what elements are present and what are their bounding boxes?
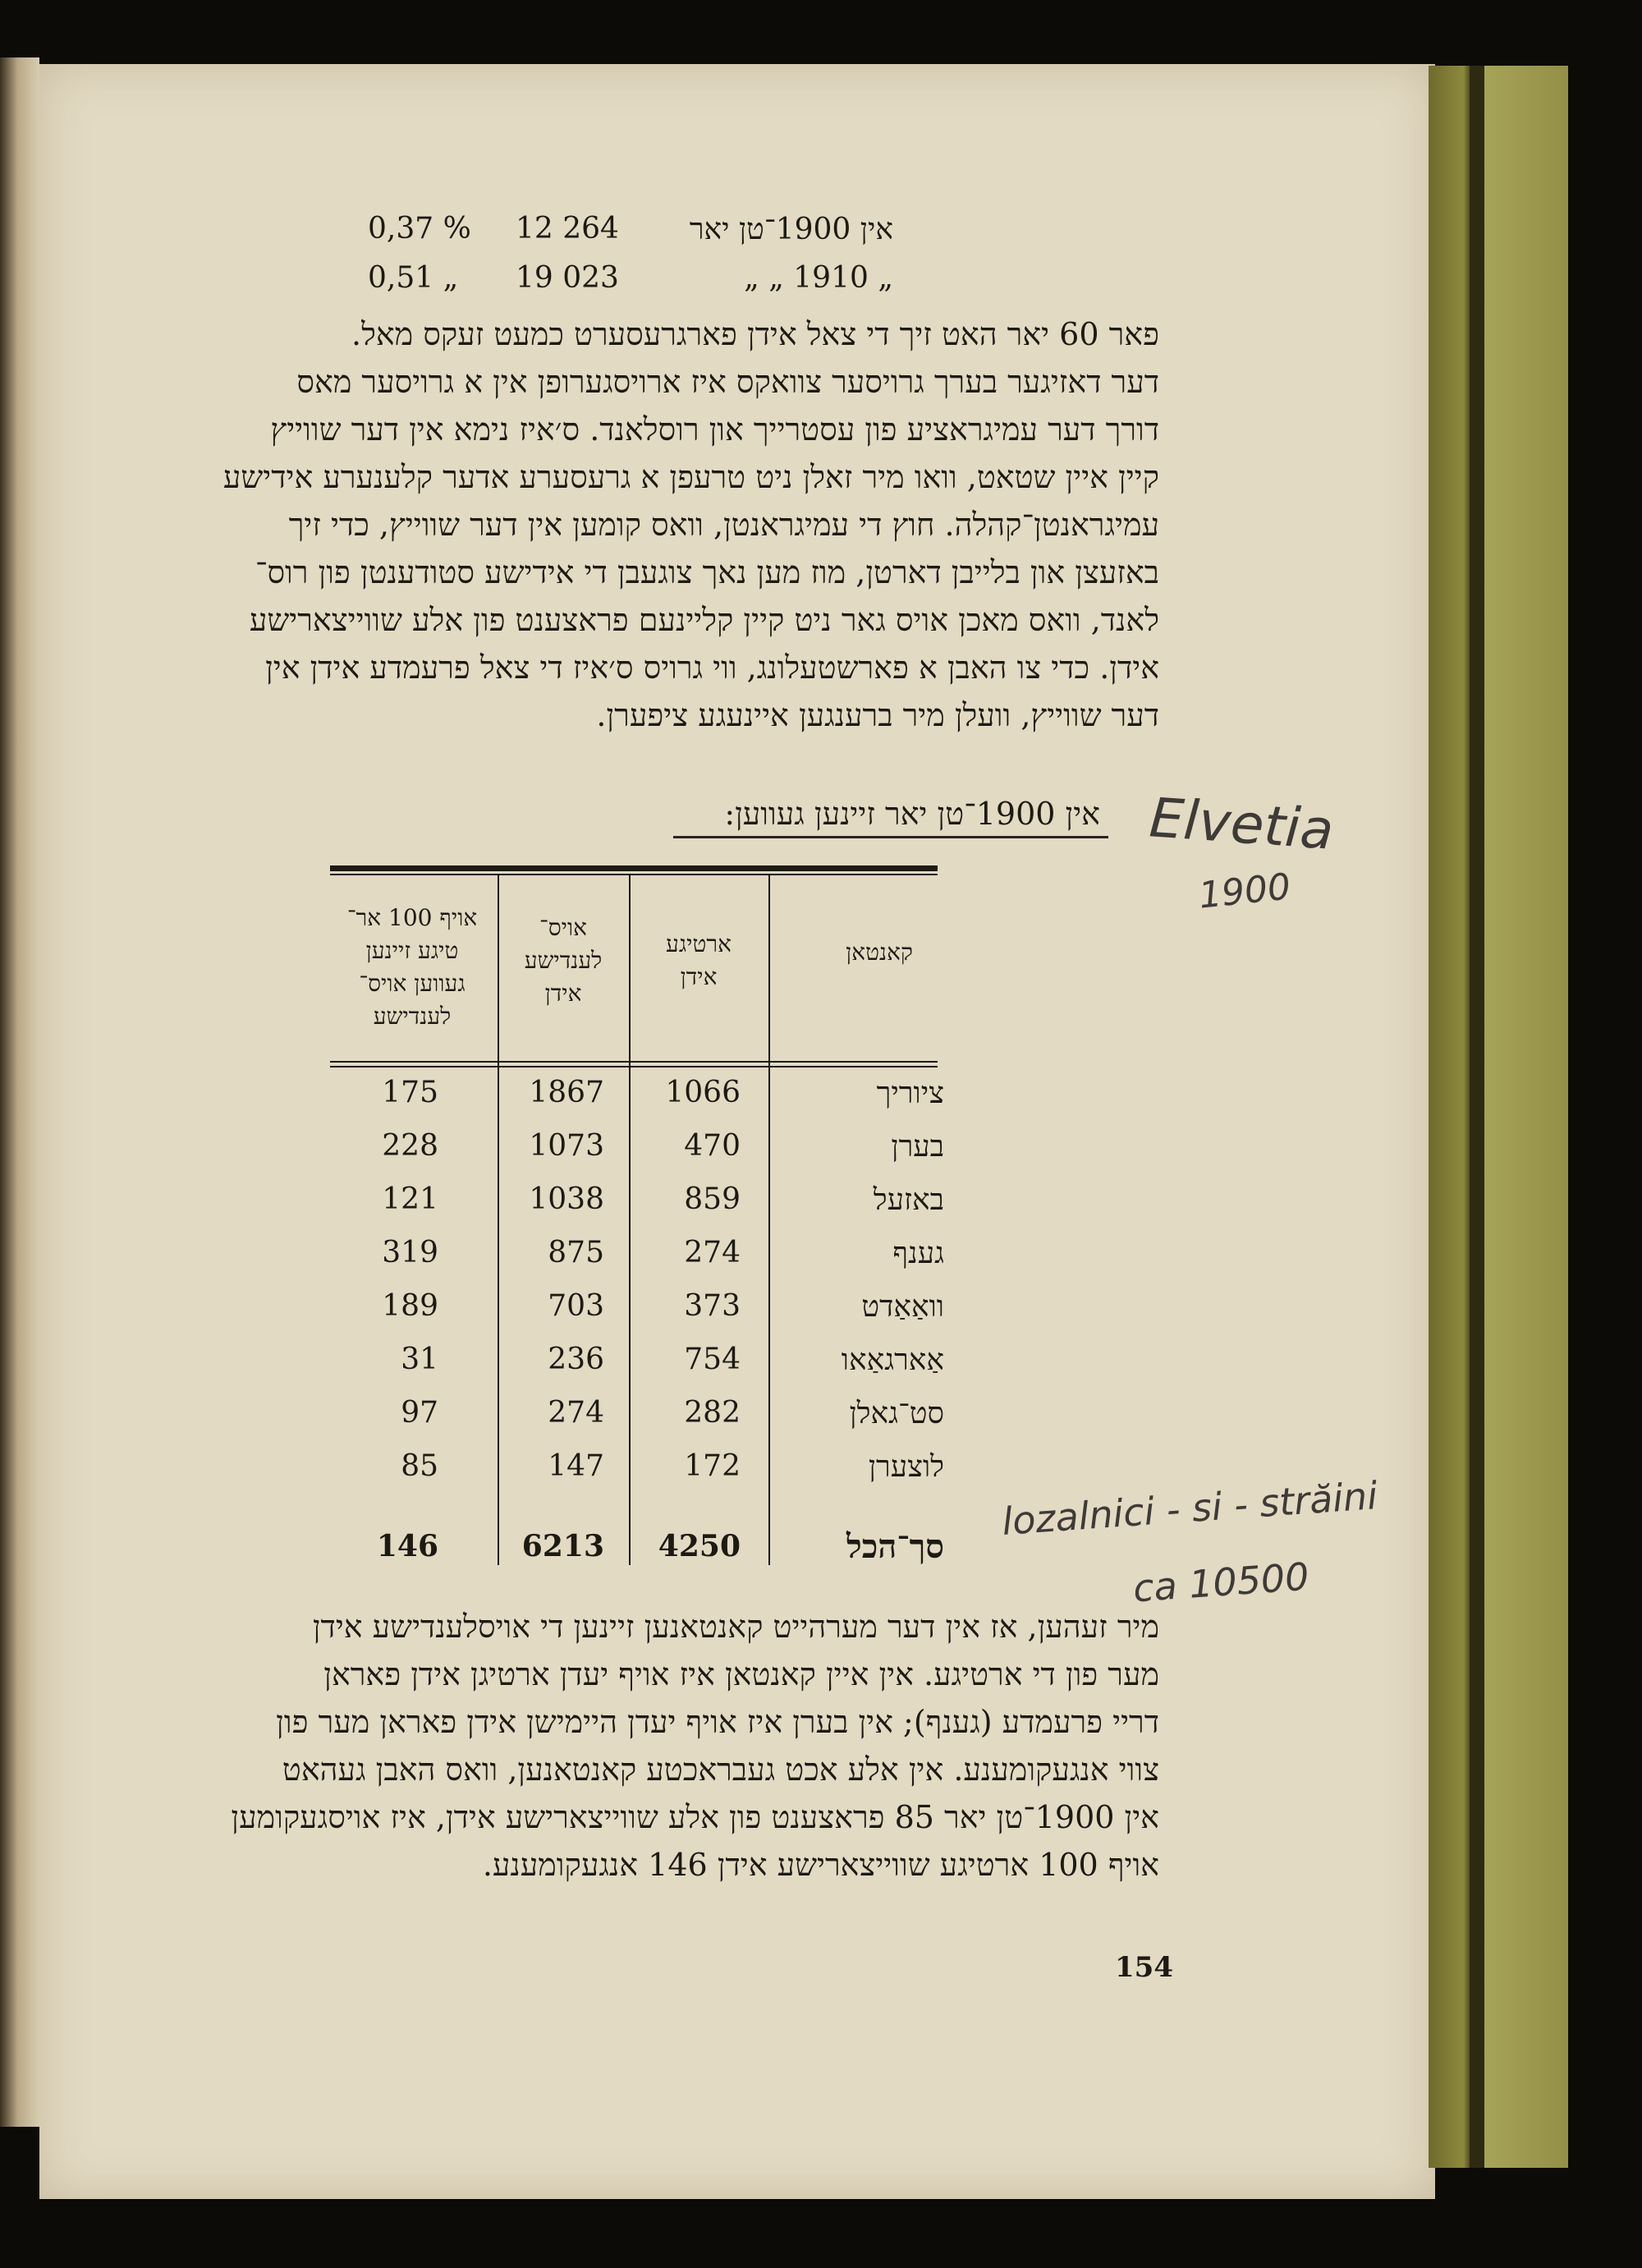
handnote-total-estimate: ca 10500	[1131, 1554, 1311, 1611]
cell-per100: 319	[382, 1236, 438, 1269]
header-per-100: אויף 100 אר־ טיגע זיינען געווען אויס־ לענדישע	[346, 904, 478, 1030]
stat-row-1910	[368, 261, 893, 302]
cell-native-total: 4250	[658, 1529, 741, 1563]
stat-value: 12 264	[516, 212, 619, 246]
cell-canton: ציוריך	[876, 1077, 944, 1110]
cell-native: 274	[684, 1236, 741, 1269]
cell-canton: סט־גאלן	[849, 1397, 944, 1430]
table-column-divider	[768, 875, 770, 1565]
table-intro: אין 1900־טן יאר זיינען געווען:	[724, 796, 1100, 832]
book-left-edge	[0, 57, 39, 2127]
text-line: עמיגראנטן־קהלה. חוץ די עמיגראנטן, וואס קומען אין דער שווייץ, כדי זיך	[288, 507, 1159, 543]
cell-native: 373	[684, 1289, 741, 1323]
cell-per100-total: 146	[376, 1529, 438, 1563]
cell-per100: 228	[382, 1129, 438, 1163]
cell-canton: לוצערן	[868, 1450, 944, 1484]
text-line: באזעצן און בלייבן דארטן, מוז מען נאך צוגעבן די אידישע סטודענטן פון רוס־	[255, 554, 1159, 590]
page-number: 154	[1115, 1951, 1173, 1984]
table-top-rule-thin	[330, 874, 938, 875]
cell-foreign: 875	[548, 1236, 604, 1269]
cell-foreign: 1867	[529, 1076, 604, 1109]
book-cover-edge	[1429, 66, 1568, 2168]
stat-row-1900	[368, 212, 893, 253]
cell-foreign: 703	[548, 1289, 604, 1323]
cell-canton: גענף	[892, 1237, 944, 1270]
cell-per100: 85	[401, 1449, 438, 1483]
text-line: דער שווייץ, וועלן מיר ברענגען איינעגע ציפערן.	[596, 697, 1159, 733]
header-canton: קאנטאן	[846, 939, 913, 966]
handnote-elvetia: Elvetia	[1147, 786, 1336, 862]
paragraph-2	[108, 1603, 1159, 1889]
header-native-jews: ארטיגע אידן	[666, 930, 732, 990]
text-line: צווי אנגעקומענע. אין אלע אכט געבראכטע קאנטאנען, וואס האבן געהאט	[282, 1752, 1159, 1788]
stat-label: אין 1900־טן יאר	[689, 213, 893, 246]
text-line: אויף 100 ארטיגע שווייצארישע אידן 146 אנגעקומענע.	[482, 1847, 1159, 1883]
paragraph-1	[108, 310, 1159, 739]
cell-native: 859	[684, 1182, 741, 1216]
cell-native: 1066	[665, 1076, 741, 1109]
text-line: דורך דער עמיגראציע פון עסטרייך און רוסלאנד. ס׳איז נימא אין דער שווייץ	[270, 411, 1159, 448]
cell-canton: וואַאַדט	[861, 1290, 944, 1324]
cell-foreign: 1073	[529, 1129, 604, 1163]
cell-native: 282	[684, 1396, 741, 1430]
stat-pct: 0,37 %	[368, 212, 471, 246]
text-line: דער דאזיגער בערך גרויסער צוואקס איז ארויסגערופן אין א גרויסער מאס	[296, 364, 1159, 400]
cell-per100: 31	[401, 1343, 438, 1376]
cell-per100: 121	[382, 1182, 438, 1216]
stat-pct: 0,51 „	[368, 261, 459, 295]
text-line: מיר זעהען, אז אין דער מערהייט קאנטאנען זיינען די אויסלענדישע אידן	[312, 1609, 1159, 1645]
stat-label: „ 1910 „ „	[744, 261, 893, 295]
text-line: אין 1900־טן יאר 85 פראצענט פון אלע שווייצארישע אידן, איז אויסגעקומען	[231, 1799, 1159, 1835]
header-foreign-jews: אויס־ לענדישע אידן	[524, 914, 603, 1007]
header-rule-thin	[330, 1061, 938, 1063]
book-spine-shadow	[1470, 66, 1484, 2168]
cell-foreign: 274	[548, 1396, 604, 1430]
text-line: פאר 60 יאר האט זיך די צאל אידן פארגרעסערט כמעט זעקס מאל.	[351, 316, 1159, 352]
cell-foreign: 147	[548, 1449, 604, 1483]
cell-foreign-total: 6213	[521, 1529, 604, 1563]
handnote-year: 1900	[1196, 865, 1293, 917]
cell-per100: 175	[382, 1076, 438, 1109]
cell-canton: בערן	[891, 1130, 944, 1164]
cell-foreign: 236	[548, 1343, 604, 1376]
header-rule-thin	[330, 1066, 938, 1067]
cell-native: 172	[684, 1449, 741, 1483]
cell-per100: 189	[382, 1289, 438, 1323]
text-line: קיין איין שטאט, וואו מיר זאלן ניט טרעפן א גרעסערע אדער קלענערע אידישע	[222, 459, 1159, 495]
text-line: דריי פרעמדע (גענף); אין בערן איז אויף יעדן היימישן אידן פאראן מער פון	[276, 1704, 1159, 1740]
text-line: אידן. כדי צו האבן א פארשטעלונג, ווי גרויס ס׳איז די צאל פרעמדע אידן אין	[265, 650, 1159, 686]
cell-native: 754	[684, 1343, 741, 1376]
text-line: לאנד, וואס מאכן אויס גאר ניט קיין קליינעם פראצענט פון אלע שווייצארישע	[249, 602, 1159, 638]
cell-canton: אַארגאַאו	[841, 1343, 944, 1377]
cell-native: 470	[684, 1129, 741, 1163]
cell-canton: באזעל	[873, 1183, 944, 1217]
handwritten-underline	[673, 836, 1108, 838]
handnote-locals-foreigners: lozalnici - si - străini	[1000, 1473, 1379, 1544]
cell-per100: 97	[401, 1396, 438, 1430]
text-line: מער פון די ארטיגע. אין איין קאנטאן איז אויף יעדן ארטיגן אידן פאראן	[323, 1656, 1159, 1692]
cell-canton-total: סך־הכל	[846, 1527, 944, 1566]
table-top-rule	[330, 865, 938, 871]
cell-foreign: 1038	[529, 1182, 604, 1216]
stat-value: 19 023	[516, 261, 619, 295]
